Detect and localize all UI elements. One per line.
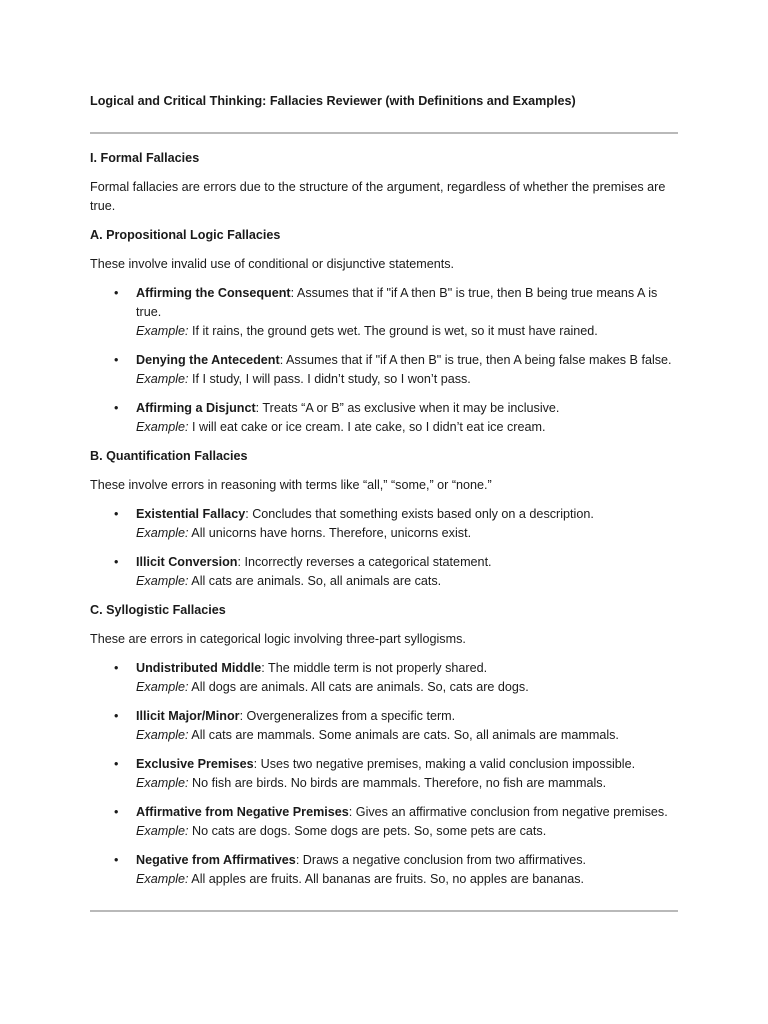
example-label: Example: xyxy=(136,680,189,694)
example-text: All unicorns have horns. Therefore, unicorns exist. xyxy=(188,526,472,540)
bullet-icon: • xyxy=(114,805,119,819)
section-heading: I. Formal Fallacies xyxy=(90,151,200,165)
fallacy-term: Negative from Affirmatives xyxy=(136,853,296,867)
list-item xyxy=(90,505,678,543)
bullet-icon: • xyxy=(114,555,119,569)
example-label: Example: xyxy=(136,324,189,338)
top-divider xyxy=(90,132,678,134)
fallacy-definition: : The middle term is not properly shared. xyxy=(261,661,488,675)
fallacy-definition: : Concludes that something exists based only on a description. xyxy=(245,507,594,521)
subsection-heading: B. Quantification Fallacies xyxy=(90,449,248,463)
fallacy-definition: : Uses two negative premises, making a valid conclusion impossible. xyxy=(253,757,636,771)
bullet-icon: • xyxy=(114,353,119,367)
list-item xyxy=(90,755,678,793)
example-label: Example: xyxy=(136,574,189,588)
list-item xyxy=(90,399,678,437)
bullet-icon: • xyxy=(114,401,119,415)
fallacy-definition: : Gives an affirmative conclusion from negative premises. xyxy=(348,805,668,819)
fallacy-term: Illicit Major/Minor xyxy=(136,709,240,723)
fallacy-list xyxy=(90,284,678,437)
subsection-intro: These involve errors in reasoning with terms like “all,” “some,” or “none.” xyxy=(90,478,492,492)
list-item xyxy=(90,707,678,745)
fallacy-term: Denying the Antecedent xyxy=(136,353,280,367)
section-intro: Formal fallacies are errors due to the structure of the argument, regardless of whether the premises are true. xyxy=(90,180,666,213)
subsections-container xyxy=(90,226,678,889)
example-label: Example: xyxy=(136,776,189,790)
document-title: Logical and Critical Thinking: Fallacies Reviewer (with Definitions and Examples) xyxy=(90,94,576,108)
bullet-icon: • xyxy=(114,661,119,675)
example-text: No cats are dogs. Some dogs are pets. So, some pets are cats. xyxy=(188,824,547,838)
list-item xyxy=(90,284,678,341)
example-label: Example: xyxy=(136,526,189,540)
fallacy-definition: : Draws a negative conclusion from two affirmatives. xyxy=(295,853,587,867)
example-text: If it rains, the ground gets wet. The ground is wet, so it must have rained. xyxy=(188,324,598,338)
example-text: If I study, I will pass. I didn’t study, so I won’t pass. xyxy=(188,372,471,386)
subsection-intro: These involve invalid use of conditional or disjunctive statements. xyxy=(90,257,455,271)
list-item xyxy=(90,851,678,889)
example-label: Example: xyxy=(136,872,189,886)
list-item xyxy=(90,351,678,389)
bullet-icon: • xyxy=(114,507,119,521)
fallacy-definition: : Overgeneralizes from a specific term. xyxy=(239,709,456,723)
bullet-icon: • xyxy=(114,757,119,771)
fallacy-term: Exclusive Premises xyxy=(136,757,254,771)
example-label: Example: xyxy=(136,728,189,742)
example-text: All apples are fruits. All bananas are fruits. So, no apples are bananas. xyxy=(188,872,585,886)
list-item xyxy=(90,659,678,697)
example-text: All dogs are animals. All cats are animals. So, cats are dogs. xyxy=(188,680,529,694)
example-text: All cats are animals. So, all animals are cats. xyxy=(188,574,442,588)
bullet-icon: • xyxy=(114,286,119,300)
bullet-icon: • xyxy=(114,853,119,867)
example-label: Example: xyxy=(136,372,189,386)
list-item xyxy=(90,803,678,841)
fallacy-term: Undistributed Middle xyxy=(136,661,262,675)
document-content xyxy=(90,92,678,912)
fallacy-term: Affirmative from Negative Premises xyxy=(136,805,349,819)
subsection-intro: These are errors in categorical logic involving three-part syllogisms. xyxy=(90,632,466,646)
fallacy-term: Existential Fallacy xyxy=(136,507,246,521)
example-text: All cats are mammals. Some animals are cats. So, all animals are mammals. xyxy=(188,728,619,742)
fallacy-definition: : Treats “A or B” as exclusive when it may be inclusive. xyxy=(255,401,560,415)
list-item xyxy=(90,553,678,591)
example-label: Example: xyxy=(136,824,189,838)
fallacy-definition: : Incorrectly reverses a categorical statement. xyxy=(237,555,492,569)
bottom-divider xyxy=(90,910,678,912)
example-text: No fish are birds. No birds are mammals. Therefore, no fish are mammals. xyxy=(188,776,607,790)
fallacy-term: Illicit Conversion xyxy=(136,555,238,569)
example-label: Example: xyxy=(136,420,189,434)
fallacy-term: Affirming the Consequent xyxy=(136,286,291,300)
fallacy-list xyxy=(90,505,678,591)
fallacy-list xyxy=(90,659,678,889)
bullet-icon: • xyxy=(114,709,119,723)
fallacy-term: Affirming a Disjunct xyxy=(136,401,256,415)
subsection-heading: C. Syllogistic Fallacies xyxy=(90,603,226,617)
fallacy-definition: : Assumes that if "if A then B" is true, then A being false makes B false. xyxy=(279,353,672,367)
example-text: I will eat cake or ice cream. I ate cake, so I didn’t eat ice cream. xyxy=(188,420,546,434)
fallacy-definition: : Assumes that if "if A then B" is true, then B being true means A is true. xyxy=(136,286,658,319)
subsection-heading: A. Propositional Logic Fallacies xyxy=(90,228,281,242)
